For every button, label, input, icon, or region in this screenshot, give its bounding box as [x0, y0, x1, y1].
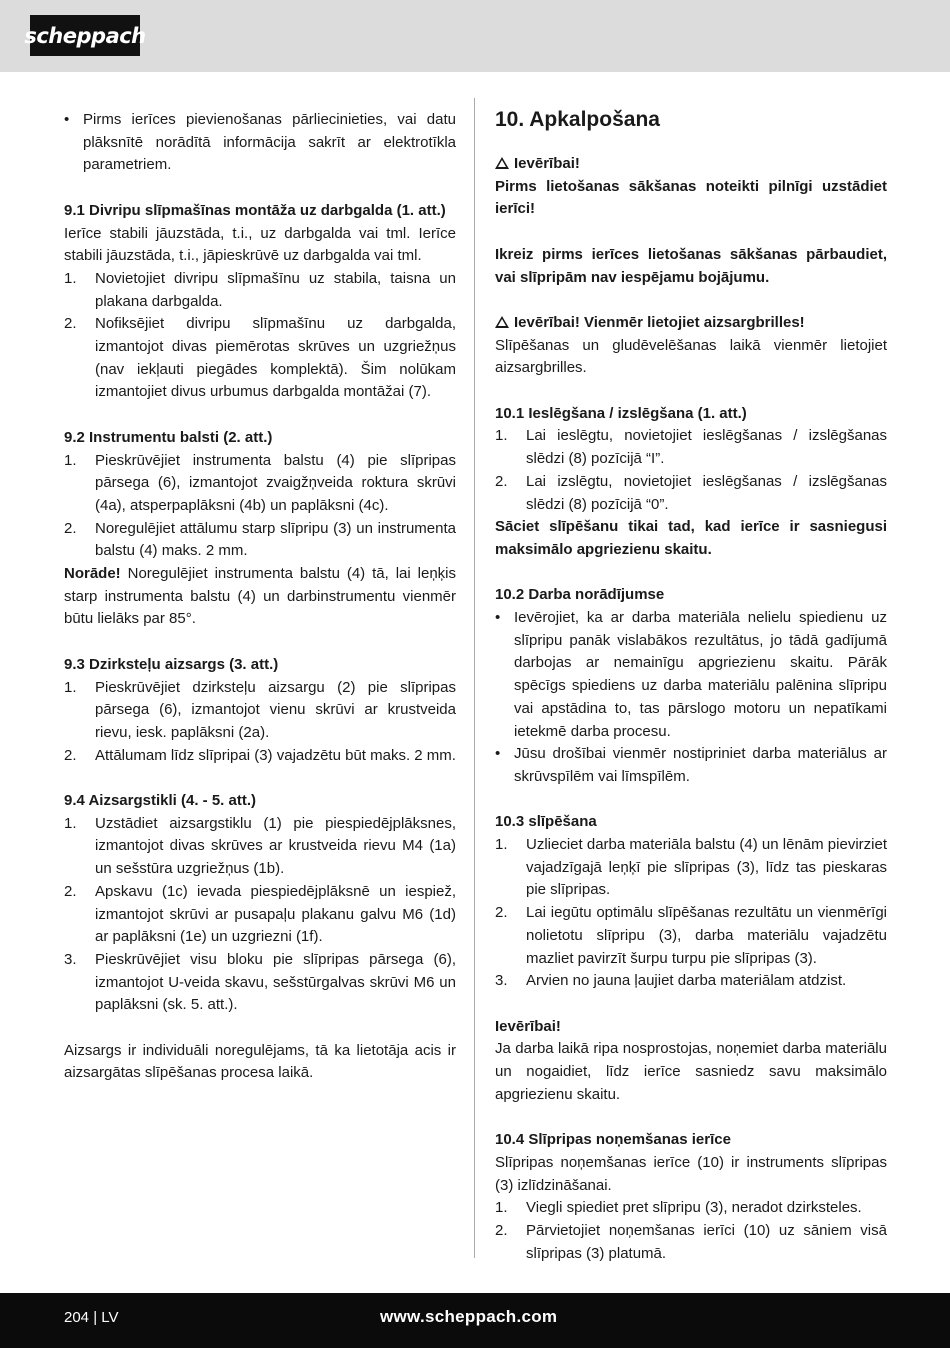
paragraph: Ja darba laikā ripa nosprostojas, noņemiet darba materiālu un nogaidiet, līdz ierīce sasniedz savu maksimālo apgriezienu skaitu. — [495, 1040, 887, 1103]
page-number: 204 | LV — [64, 1309, 119, 1326]
bold-note: Sāciet slīpēšanu tikai tad, kad ierīce ir sasniegusi maksimālo apgriezienu skaitu. — [495, 518, 887, 558]
list-item: 1. Pieskrūvējiet instrumenta balstu (4) pie slīpripas pārsega (6), izmantojot zvaigžņveida roktura skrūvi (4a), atsperpaplāksni (4b) un paplāksni (4c). — [64, 451, 456, 514]
section-heading-9-4: 9.4 Aizsargstikli (4. - 5. att.) — [64, 792, 257, 810]
right-column — [495, 109, 887, 1265]
list-item: 2. Nofiksējiet divripu slīpmašīnu uz darbgalda, izmantojot divas piemērotas skrūves un uzgriežņus (nav iekļauti piegādes komplektā). Šim nolūkam izmantojiet divus urbumus darbgalda montāžai (7). — [64, 315, 456, 401]
note-label: Norāde! — [64, 565, 121, 583]
page-footer — [0, 1293, 950, 1348]
section-heading-9-1: 9.1 Divripu slīpmašīnas montāža uz darbgalda (1. att.) — [64, 201, 446, 219]
note-paragraph: Norāde! Noregulējiet instrumenta balstu (4) tā, lai leņķis starp instrumenta balstu (4) un darbinstrumentu vienmēr būtu lielāks par 85°. — [64, 565, 456, 628]
list-item: 2. Lai izslēgtu, novietojiet ieslēgšanas / izslēgšanas slēdzi (8) pozīcijā “0”. — [495, 472, 887, 513]
section-heading-9-3: 9.3 Dzirksteļu aizsargs (3. att.) — [64, 655, 279, 673]
list-item: 2. Pārvietojiet noņemšanas ierīci (10) uz sāniem visā slīpripas (3) platumā. — [495, 1221, 887, 1262]
list-item: • Pirms ierīces pievienošanas pārliecinieties, vai datu plāksnītē norādītā informācija sakrīt ar elektrotīkla parametriem. — [64, 111, 456, 174]
section-heading-9-2: 9.2 Instrumentu balsti (2. att.) — [64, 428, 273, 446]
warning-text: Ikreiz pirms ierīces lietošanas sākšanas pārbaudiet, vai slīpripām nav iespējamu bojājumu. — [495, 245, 887, 286]
list-item: 2. Attālumam līdz slīpripai (3) vajadzētu būt maks. 2 mm. — [64, 746, 456, 764]
list-item: • Jūsu drošībai vienmēr nostipriniet darba materiālus ar skrūvspīlēm vai līmspīlēm. — [495, 745, 887, 785]
list-item: 1. Novietojiet divripu slīpmašīnu uz stabila, taisna un plakana darbgalda. — [64, 269, 456, 310]
list-item: 3. Pieskrūvējiet visu bloku pie slīpripas pārsega (6), izmantojot U-veida skavu, sešstūrgalvas skrūvi M6 un paplāksni (sk. 5. att.). — [64, 950, 456, 1014]
list-item: • Ievērojiet, ka ar darba materiāla nelielu spiedienu uz slīpripu panāk vislabākos rezultātus, jo tādā gadījumā darbojas ar nemainīgu apgriezienu skaitu. Pārāk spēcīgs spiediens uz darba materiālu palēnina slīpripu vai apstādina to, tas pārslogo motoru un nepatīkami ietekmē darba procesu. — [495, 609, 887, 740]
warning-text: Pirms lietošanas sākšanas noteikti pilnīgi uzstādiet ierīci! — [495, 177, 887, 218]
list-item: 2. Lai iegūtu optimālu slīpēšanas rezultātu un vienmērīgi nolietotu slīpripu (3), darba materiālu vajadzētu mazliet pavirzīt šurpu turpu pie slīpripas (3). — [495, 904, 887, 967]
list-item: 1. Pieskrūvējiet dzirksteļu aizsargu (2) pie slīpripas pārsega (6), izmantojot vienu skrūvi ar krustveida rievu, iesk. paplāksni (2a). — [64, 678, 456, 741]
section-heading-10-4: 10.4 Slīpripas noņemšanas ierīce — [495, 1131, 731, 1149]
warning-label: Ievērībai! — [495, 153, 887, 176]
website-link[interactable]: www.scheppach.com — [380, 1307, 558, 1326]
section-heading-10-3: 10.3 slīpēšana — [495, 813, 597, 831]
column-divider — [474, 98, 475, 1258]
list-item: 1. Viegli spiediet pret slīpripu (3), neradot dzirksteles. — [495, 1199, 862, 1217]
list-item: 3. Arvien no jauna ļaujiet darba materiālam atdzist. — [495, 972, 847, 990]
scheppach-logo: scheppach — [30, 15, 140, 56]
list-item: 2. Noregulējiet attālumu starp slīpripu (3) un instrumenta balstu (4) maks. 2 mm. — [64, 519, 456, 560]
list-item: 2. Apskavu (1c) ievada piespiedējplāksnē un iespiež, izmantojot skrūvi ar pusapaļu plakanu galvu M6 (1d) ar paplāksni (1e) un uzgriezni (1f). — [64, 882, 456, 946]
warning-label: Ievērībai! Vienmēr lietojiet aizsargbrilles! — [495, 312, 887, 335]
warning-icon — [495, 316, 509, 328]
list-item: 1. Uzstādiet aizsargstiklu (1) pie piespiedējplāksnes, izmantojot divas skrūves ar krustveida rievu M4 (1a) un sešstūra uzgriežņus (1b). — [64, 814, 456, 878]
section-heading-10-2: 10.2 Darba norādījumse — [495, 586, 665, 604]
list-item: 1. Lai ieslēgtu, novietojiet ieslēgšanas / izslēgšanas slēdzi (8) pozīcijā “I”. — [495, 427, 887, 468]
paragraph: Aizsargs ir individuāli noregulējams, tā ka lietotāja acis ir aizsargātas slīpēšanas procesa laikā. — [64, 1041, 456, 1082]
warning-icon — [495, 157, 509, 169]
left-column — [64, 109, 456, 1085]
warning-label: Ievērībai! — [495, 1017, 561, 1035]
page-header — [0, 0, 950, 72]
section-heading-10-1: 10.1 Ieslēgšana / izslēgšana (1. att.) — [495, 404, 747, 422]
paragraph: Ierīce stabili jāuzstāda, t.i., uz darbgalda vai tml. Ierīce stabili jāuzstāda, t.i., jāpieskrūvē uz darbgalda vai tml. — [64, 224, 456, 265]
paragraph: Slīpēšanas un gludēvelēšanas laikā vienmēr lietojiet aizsargbrilles. — [495, 336, 887, 377]
section-heading-10: 10. Apkalpošana — [495, 108, 660, 131]
paragraph: Slīpripas noņemšanas ierīce (10) ir instruments slīpripas (3) izlīdzināšanai. — [495, 1153, 887, 1194]
list-item: 1. Uzlieciet darba materiāla balstu (4) un lēnām pievirziet vajadzīgajā leņķī pie slīpripas (3), līdz tas pieskaras pie slīpripas. — [495, 836, 887, 899]
